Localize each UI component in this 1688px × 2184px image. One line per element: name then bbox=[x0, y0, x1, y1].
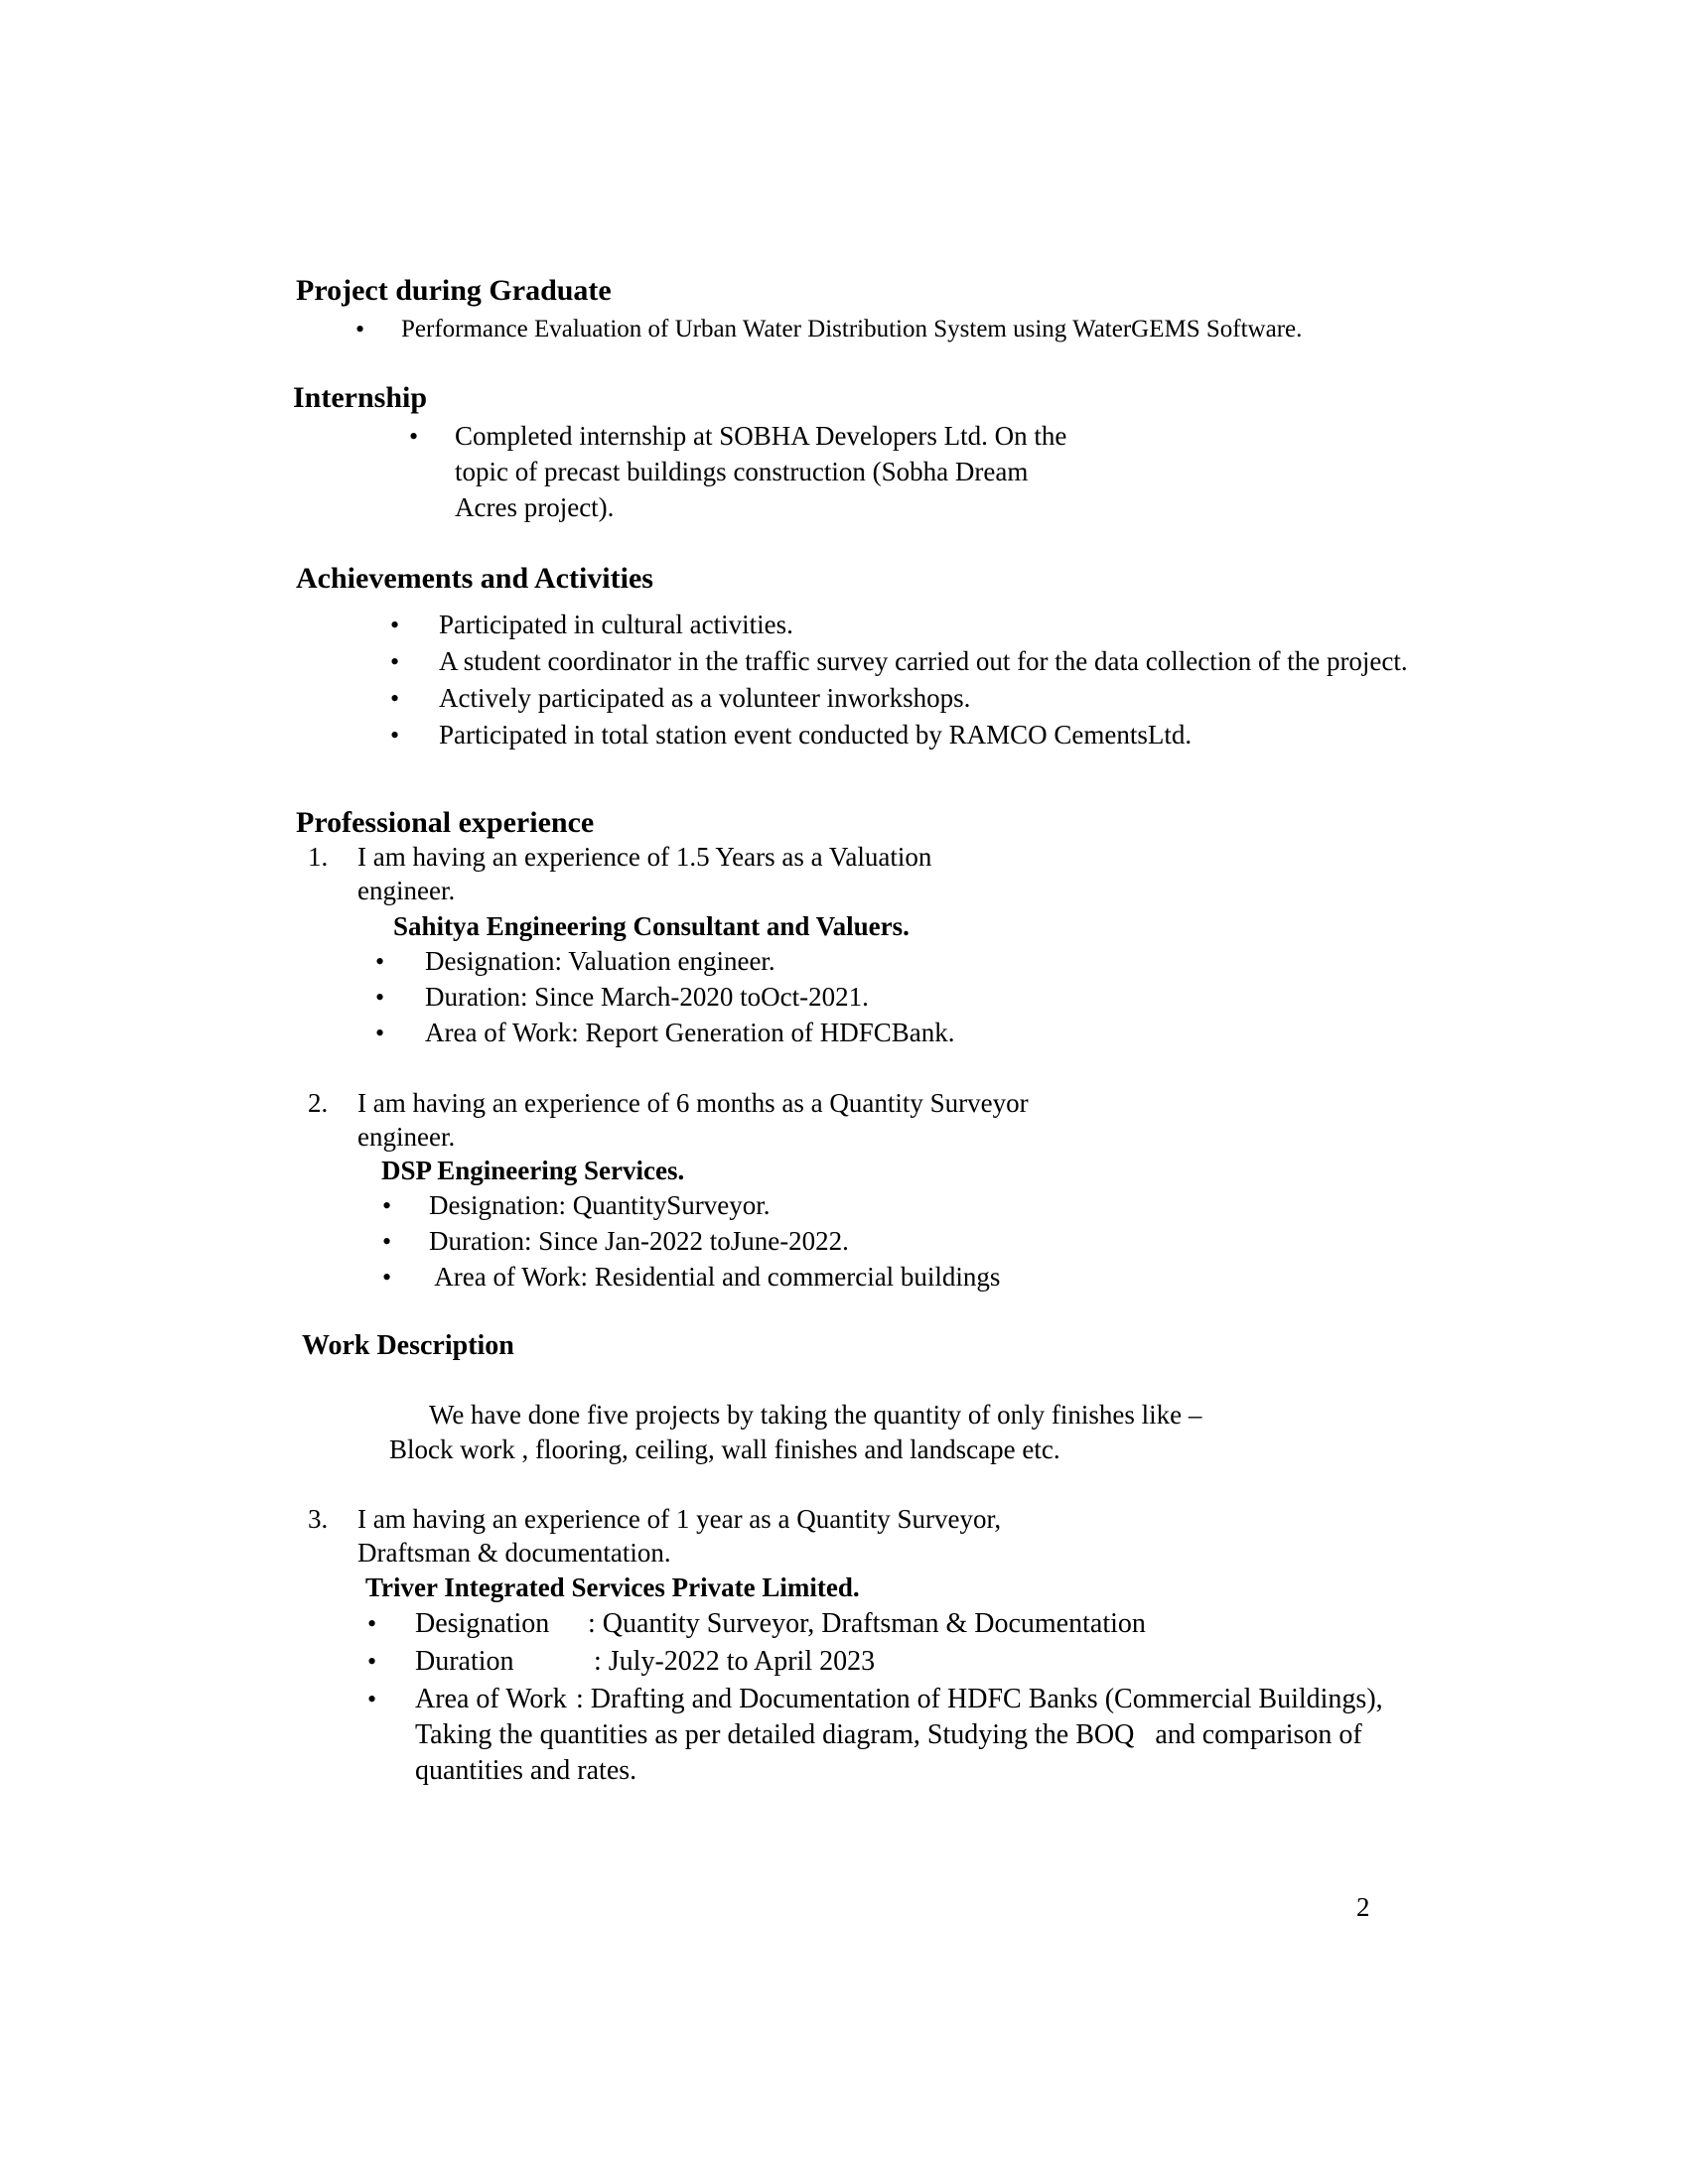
experience-detail-label: Duration bbox=[415, 1646, 514, 1677]
work-description-text: We have done five projects by taking the quantity of only finishes like – bbox=[429, 1400, 1202, 1430]
experience-detail: Duration: Since March-2020 toOct-2021. bbox=[425, 982, 869, 1012]
experience-detail-continuation: Taking the quantities as per detailed diagram, Studying the BOQ and comparison of bbox=[415, 1719, 1362, 1750]
company-name: DSP Engineering Services. bbox=[381, 1156, 685, 1185]
achievement-item: Participated in total station event conducted by RAMCO CementsLtd. bbox=[439, 720, 1193, 750]
internship-line: Completed internship at SOBHA Developers Ltd. On the bbox=[455, 421, 1067, 451]
bullet-icon bbox=[390, 647, 399, 677]
experience-summary: I am having an experience of 6 months as a Quantity Surveyor bbox=[357, 1088, 1029, 1118]
experience-summary: Draftsman & documentation. bbox=[357, 1538, 671, 1568]
experience-summary: I am having an experience of 1 year as a Quantity Surveyor, bbox=[357, 1504, 1002, 1534]
company-name: Sahitya Engineering Consultant and Valuers. bbox=[393, 911, 910, 941]
bullet-icon bbox=[367, 1609, 376, 1639]
section-heading-work-description: Work Description bbox=[302, 1330, 514, 1361]
bullet-icon bbox=[382, 1263, 391, 1293]
experience-detail: Designation: Valuation engineer. bbox=[425, 946, 775, 976]
bullet-icon bbox=[367, 1647, 376, 1677]
experience-detail-continuation: quantities and rates. bbox=[415, 1755, 637, 1786]
internship-line: topic of precast buildings construction (Sobha Dream bbox=[455, 457, 1029, 486]
experience-detail-value: : Drafting and Documentation of HDFC Banks (Commercial Buildings), bbox=[576, 1684, 1383, 1714]
page-number: 2 bbox=[1356, 1892, 1370, 1922]
bullet-icon bbox=[390, 721, 399, 751]
internship-line: Acres project). bbox=[455, 492, 615, 522]
bullet-icon bbox=[375, 947, 384, 977]
bullet-icon bbox=[409, 422, 418, 452]
bullet-icon bbox=[375, 1019, 384, 1048]
experience-summary: I am having an experience of 1.5 Years as a Valuation bbox=[357, 842, 932, 872]
experience-summary: engineer. bbox=[357, 1122, 456, 1152]
experience-detail: Area of Work: Residential and commercial buildings bbox=[429, 1262, 1001, 1292]
achievement-item: Participated in cultural activities. bbox=[439, 610, 793, 639]
project-item: Performance Evaluation of Urban Water Distribution System using WaterGEMS Software. bbox=[401, 316, 1303, 342]
experience-detail: Area of Work: Report Generation of HDFCBank. bbox=[425, 1018, 955, 1047]
experience-detail-label: Designation bbox=[415, 1608, 550, 1639]
bullet-icon bbox=[382, 1227, 391, 1257]
experience-detail: Designation: QuantitySurveyor. bbox=[429, 1190, 771, 1220]
section-heading-project: Project during Graduate bbox=[296, 274, 612, 307]
bullet-icon bbox=[375, 983, 384, 1013]
bullet-icon bbox=[355, 315, 364, 344]
bullet-icon bbox=[390, 611, 399, 640]
experience-detail: Duration: Since Jan-2022 toJune-2022. bbox=[429, 1226, 849, 1256]
section-heading-internship: Internship bbox=[293, 381, 428, 414]
section-heading-experience: Professional experience bbox=[296, 806, 595, 839]
work-description-text: Block work , flooring, ceiling, wall finishes and landscape etc. bbox=[389, 1434, 1060, 1464]
section-heading-achievements: Achievements and Activities bbox=[296, 562, 653, 595]
experience-detail-label: Area of Work bbox=[415, 1684, 567, 1714]
experience-detail-value: : July-2022 to April 2023 bbox=[594, 1646, 876, 1677]
bullet-icon bbox=[367, 1685, 376, 1714]
company-name: Triver Integrated Services Private Limited. bbox=[365, 1572, 860, 1602]
experience-detail-value: : Quantity Surveyor, Draftsman & Documentation bbox=[588, 1608, 1146, 1639]
achievement-item: A student coordinator in the traffic survey carried out for the data collection of the project. bbox=[439, 646, 1408, 676]
experience-number: 2. bbox=[308, 1088, 329, 1118]
experience-number: 3. bbox=[308, 1504, 329, 1534]
bullet-icon bbox=[382, 1191, 391, 1221]
experience-number: 1. bbox=[308, 842, 329, 872]
bullet-icon bbox=[390, 684, 399, 714]
achievement-item: Actively participated as a volunteer inworkshops. bbox=[439, 683, 971, 713]
experience-summary: engineer. bbox=[357, 876, 456, 905]
